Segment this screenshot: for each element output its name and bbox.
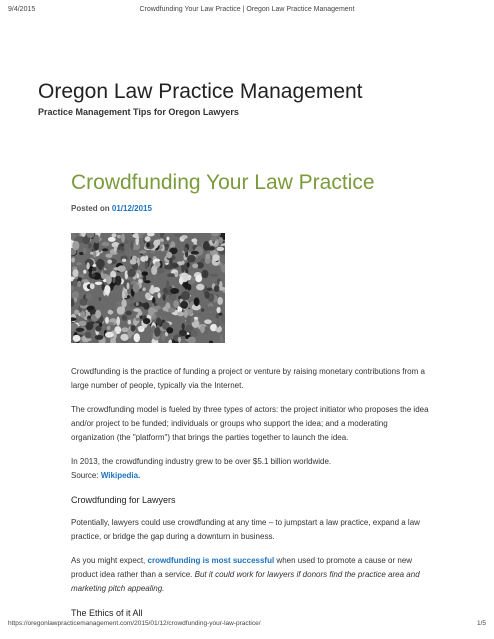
print-document-title: Crowdfunding Your Law Practice | Oregon Law Practice Management (139, 6, 355, 13)
crowdfunding-success-link[interactable]: crowdfunding is most successful (147, 556, 275, 565)
paragraph-5 (71, 554, 431, 596)
print-header (8, 6, 486, 18)
print-footer (8, 620, 486, 630)
print-page-number: 1/5 (476, 620, 486, 627)
heading-ethics: The Ethics of it All (71, 608, 143, 618)
crowd-photo-graphic (71, 233, 225, 343)
paragraph-1: Crowdfunding is the practice of funding a project or venture by raising monetary contributions from a large number of people, typically via the Internet. (71, 367, 425, 390)
wikipedia-link[interactable]: Wikipedia. (100, 471, 141, 480)
source-label: Source: (71, 471, 99, 480)
print-url: https://oregonlawpracticemanagement.com/2015/01/12/crowdfunding-your-law-practice/ (8, 620, 261, 627)
post-title[interactable]: Crowdfunding Your Law Practice (71, 171, 375, 194)
p5-italic: But it could work for lawyers if donors find the practice area and marketing pitch appealing. (71, 570, 420, 593)
site-title[interactable]: Oregon Law Practice Management (38, 80, 363, 103)
paragraph-3 (71, 455, 431, 483)
print-date: 9/4/2015 (8, 6, 36, 13)
posted-on-label: Posted on (71, 204, 110, 213)
site-tagline: Practice Management Tips for Oregon Lawyers (38, 107, 239, 117)
stat-text: In 2013, the crowdfunding industry grew to be over $5.1 billion worldwide. (71, 457, 332, 466)
paragraph-2: The crowdfunding model is fueled by three types of actors: the project initiator who proposes the idea and/or project to be funded; individuals or groups who support the idea; and a moderating organization (the "platform") that brings the parties together to launch the idea. (71, 405, 429, 442)
crowd-photo-icon (71, 233, 225, 343)
post-content (71, 365, 431, 629)
post-meta (71, 204, 152, 213)
paragraph-4: Potentially, lawyers could use crowdfunding at any time – to jumpstart a law practice, expand a law practice, or bridge the gap during a downturn in business. (71, 518, 420, 541)
post-date-link[interactable]: 01/12/2015 (111, 204, 152, 213)
p5-mid: when used to promote a cause or new product idea rather than a service. (71, 556, 413, 579)
p5-start: As you might expect, (71, 556, 146, 565)
heading-crowdfunding-for-lawyers: Crowdfunding for Lawyers (71, 495, 176, 505)
